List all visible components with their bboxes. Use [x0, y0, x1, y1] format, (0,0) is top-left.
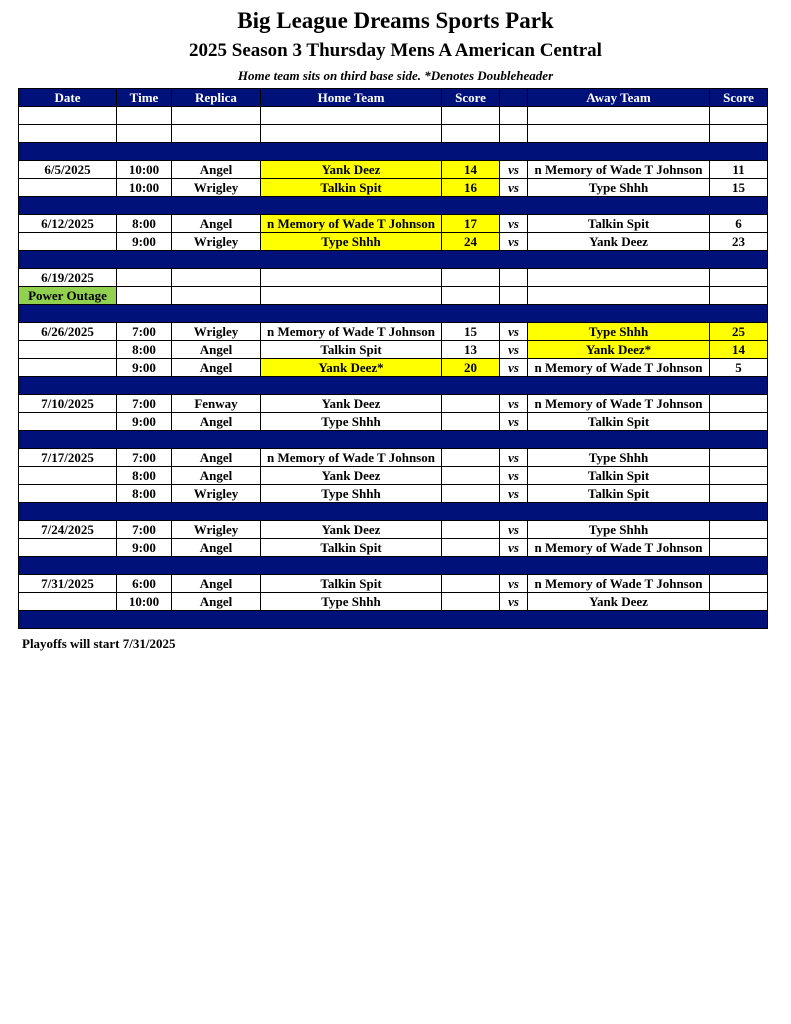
col-date: Date [19, 89, 117, 107]
date-cell [19, 341, 117, 359]
date-cell: 6/12/2025 [19, 215, 117, 233]
week-separator [19, 197, 768, 215]
away-score-cell [710, 521, 768, 539]
week-separator [19, 305, 768, 323]
time-cell: 10:00 [117, 179, 172, 197]
vs-cell: vs [500, 575, 528, 593]
vs-cell: vs [500, 233, 528, 251]
away-score-cell [710, 413, 768, 431]
table-row [19, 215, 768, 233]
date-cell [19, 467, 117, 485]
vs-cell: vs [500, 539, 528, 557]
away-score-cell [710, 575, 768, 593]
date-cell: 6/19/2025 [19, 269, 117, 287]
date-cell [19, 413, 117, 431]
table-row [19, 287, 768, 305]
field-cell: Angel [172, 341, 261, 359]
table-row [19, 323, 768, 341]
home-team-cell: Yank Deez [261, 467, 442, 485]
home-team-cell: Yank Deez [261, 521, 442, 539]
date-cell [19, 593, 117, 611]
home-team-cell: Yank Deez [261, 161, 442, 179]
field-cell: Wrigley [172, 323, 261, 341]
vs-cell: vs [500, 521, 528, 539]
time-cell: 10:00 [117, 593, 172, 611]
home-team-cell: Type Shhh [261, 593, 442, 611]
week-separator [19, 143, 768, 161]
home-team-cell: Type Shhh [261, 485, 442, 503]
table-row [19, 179, 768, 197]
vs-cell: vs [500, 467, 528, 485]
field-cell: Angel [172, 359, 261, 377]
home-score-cell [442, 593, 500, 611]
field-cell: Angel [172, 575, 261, 593]
date-cell [19, 359, 117, 377]
col-home-score: Score [442, 89, 500, 107]
week-separator [19, 377, 768, 395]
time-cell: 7:00 [117, 449, 172, 467]
field-cell: Angel [172, 215, 261, 233]
home-team-cell: Talkin Spit [261, 539, 442, 557]
home-score-cell: 16 [442, 179, 500, 197]
field-cell: Angel [172, 413, 261, 431]
away-team-cell: n Memory of Wade T Johnson [528, 359, 710, 377]
date-cell: 7/31/2025 [19, 575, 117, 593]
home-score-cell [442, 575, 500, 593]
home-team-cell: n Memory of Wade T Johnson [261, 323, 442, 341]
table-row-empty [19, 125, 768, 143]
away-team-cell: n Memory of Wade T Johnson [528, 539, 710, 557]
time-cell: 8:00 [117, 485, 172, 503]
table-row [19, 233, 768, 251]
table-row [19, 449, 768, 467]
field-cell: Angel [172, 539, 261, 557]
time-cell: 9:00 [117, 233, 172, 251]
power-outage-cell: Power Outage [19, 287, 117, 305]
page-title: Big League Dreams Sports Park [237, 8, 554, 33]
schedule-table [18, 88, 768, 629]
table-row [19, 521, 768, 539]
away-team-cell: Type Shhh [528, 521, 710, 539]
date-cell: 7/10/2025 [19, 395, 117, 413]
away-score-cell: 25 [710, 323, 768, 341]
table-row [19, 341, 768, 359]
date-cell [19, 233, 117, 251]
field-cell: Wrigley [172, 179, 261, 197]
date-cell: 7/17/2025 [19, 449, 117, 467]
time-cell: 8:00 [117, 215, 172, 233]
table-row [19, 395, 768, 413]
col-home-team: Home Team [261, 89, 442, 107]
date-cell: 6/5/2025 [19, 161, 117, 179]
away-team-cell: Yank Deez [528, 593, 710, 611]
away-score-cell [710, 539, 768, 557]
away-team-cell: n Memory of Wade T Johnson [528, 575, 710, 593]
home-score-cell [442, 413, 500, 431]
home-team-cell: n Memory of Wade T Johnson [261, 215, 442, 233]
field-cell: Angel [172, 593, 261, 611]
field-cell: Wrigley [172, 233, 261, 251]
time-cell: 9:00 [117, 359, 172, 377]
col-vs [500, 89, 528, 107]
away-team-cell: Yank Deez* [528, 341, 710, 359]
date-cell: 6/26/2025 [19, 323, 117, 341]
away-team-cell: Talkin Spit [528, 485, 710, 503]
vs-cell: vs [500, 323, 528, 341]
time-cell: 9:00 [117, 539, 172, 557]
table-row [19, 593, 768, 611]
time-cell: 8:00 [117, 467, 172, 485]
time-cell: 10:00 [117, 161, 172, 179]
vs-cell: vs [500, 341, 528, 359]
away-score-cell: 14 [710, 341, 768, 359]
home-score-cell [442, 395, 500, 413]
away-team-cell: Talkin Spit [528, 215, 710, 233]
week-separator [19, 503, 768, 521]
date-cell [19, 179, 117, 197]
away-team-cell: Talkin Spit [528, 413, 710, 431]
home-team-cell: Type Shhh [261, 413, 442, 431]
vs-cell: vs [500, 593, 528, 611]
away-team-cell: n Memory of Wade T Johnson [528, 161, 710, 179]
table-row [19, 161, 768, 179]
table-row [19, 269, 768, 287]
col-replica: Replica [172, 89, 261, 107]
home-score-cell: 15 [442, 323, 500, 341]
away-team-cell: Type Shhh [528, 179, 710, 197]
away-team-cell: Talkin Spit [528, 467, 710, 485]
vs-cell: vs [500, 485, 528, 503]
away-team-cell: n Memory of Wade T Johnson [528, 395, 710, 413]
home-team-cell: Yank Deez [261, 395, 442, 413]
vs-cell: vs [500, 161, 528, 179]
time-cell: 9:00 [117, 413, 172, 431]
away-score-cell [710, 485, 768, 503]
col-away-team: Away Team [528, 89, 710, 107]
vs-cell: vs [500, 395, 528, 413]
away-score-cell [710, 467, 768, 485]
time-cell: 6:00 [117, 575, 172, 593]
field-cell: Wrigley [172, 521, 261, 539]
date-cell [19, 485, 117, 503]
field-cell: Angel [172, 161, 261, 179]
time-cell: 8:00 [117, 341, 172, 359]
table-row [19, 467, 768, 485]
col-time: Time [117, 89, 172, 107]
time-cell: 7:00 [117, 323, 172, 341]
home-team-cell: Talkin Spit [261, 341, 442, 359]
home-score-cell [442, 449, 500, 467]
col-away-score: Score [710, 89, 768, 107]
week-separator [19, 431, 768, 449]
home-score-cell [442, 539, 500, 557]
time-cell: 7:00 [117, 395, 172, 413]
home-team-cell: n Memory of Wade T Johnson [261, 449, 442, 467]
week-separator [19, 557, 768, 575]
page-note: Home team sits on third base side. *Denotes Doubleheader [237, 68, 554, 83]
vs-cell: vs [500, 179, 528, 197]
home-score-cell [442, 467, 500, 485]
away-score-cell: 5 [710, 359, 768, 377]
away-score-cell: 15 [710, 179, 768, 197]
field-cell: Angel [172, 449, 261, 467]
date-cell: 7/24/2025 [19, 521, 117, 539]
away-score-cell [710, 395, 768, 413]
away-score-cell [710, 449, 768, 467]
away-score-cell: 23 [710, 233, 768, 251]
table-row [19, 359, 768, 377]
home-team-cell: Type Shhh [261, 233, 442, 251]
time-cell: 7:00 [117, 521, 172, 539]
field-cell: Fenway [172, 395, 261, 413]
away-score-cell: 6 [710, 215, 768, 233]
home-score-cell: 13 [442, 341, 500, 359]
vs-cell: vs [500, 359, 528, 377]
home-team-cell: Yank Deez* [261, 359, 442, 377]
home-score-cell [442, 521, 500, 539]
week-separator [19, 251, 768, 269]
date-cell [19, 539, 117, 557]
home-score-cell [442, 485, 500, 503]
table-row [19, 539, 768, 557]
away-score-cell [710, 593, 768, 611]
home-score-cell: 20 [442, 359, 500, 377]
table-row [19, 413, 768, 431]
home-team-cell: Talkin Spit [261, 179, 442, 197]
table-row-empty [19, 107, 768, 125]
away-team-cell: Yank Deez [528, 233, 710, 251]
away-team-cell: Type Shhh [528, 449, 710, 467]
table-row [19, 575, 768, 593]
page-subtitle: 2025 Season 3 Thursday Mens A American Central [189, 40, 602, 61]
home-score-cell: 24 [442, 233, 500, 251]
field-cell: Angel [172, 467, 261, 485]
week-separator [19, 611, 768, 629]
away-team-cell: Type Shhh [528, 323, 710, 341]
home-score-cell: 17 [442, 215, 500, 233]
playoffs-note: Playoffs will start 7/31/2025 [22, 636, 176, 651]
table-row [19, 485, 768, 503]
away-score-cell: 11 [710, 161, 768, 179]
vs-cell: vs [500, 449, 528, 467]
vs-cell: vs [500, 215, 528, 233]
table-header-row [19, 89, 768, 107]
field-cell: Wrigley [172, 485, 261, 503]
vs-cell: vs [500, 413, 528, 431]
home-score-cell: 14 [442, 161, 500, 179]
home-team-cell: Talkin Spit [261, 575, 442, 593]
